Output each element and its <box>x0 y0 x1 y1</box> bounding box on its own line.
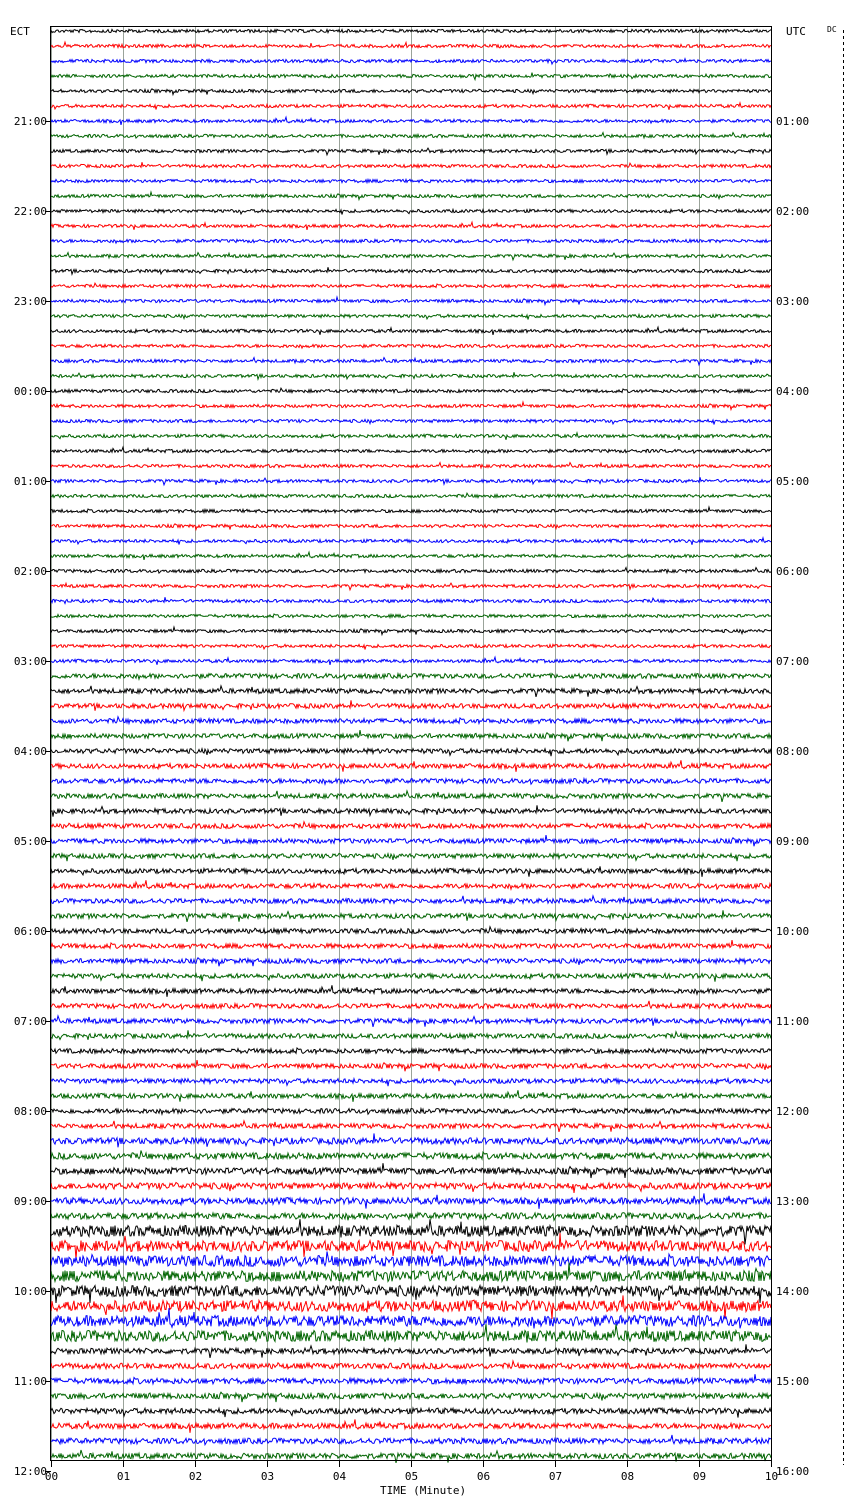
x-tick-label-00: 00 <box>44 1470 59 1483</box>
right-hour-label: 16:00 <box>776 1465 810 1478</box>
left-hour-label: 22:00 <box>13 205 47 218</box>
right-hour-label: 06:00 <box>776 565 810 578</box>
left-hour-label: 05:00 <box>13 835 47 848</box>
x-tick-label-10: 10 <box>764 1470 779 1483</box>
left-hour-label: 10:00 <box>13 1285 47 1298</box>
left-hour-label: 02:00 <box>13 565 47 578</box>
right-hour-label: 11:00 <box>776 1015 810 1028</box>
right-hour-label: 01:00 <box>776 115 810 128</box>
x-tick-label-08: 08 <box>620 1470 635 1483</box>
right-hour-label: 03:00 <box>776 295 810 308</box>
x-tick-label-07: 07 <box>548 1470 563 1483</box>
x-tick-label-02: 02 <box>188 1470 203 1483</box>
left-hour-label: 01:00 <box>13 475 47 488</box>
left-hour-label: 09:00 <box>13 1195 47 1208</box>
dc-label: DC <box>827 25 837 34</box>
left-hour-label: 07:00 <box>13 1015 47 1028</box>
left-hour-label: 21:00 <box>13 115 47 128</box>
left-hour-label: 04:00 <box>13 745 47 758</box>
x-axis-label: TIME (Minute) <box>380 1484 467 1497</box>
left-hour-label: 03:00 <box>13 655 47 668</box>
right-hour-label: 14:00 <box>776 1285 810 1298</box>
right-axis-label: UTC <box>786 25 806 38</box>
right-hour-label: 04:00 <box>776 385 810 398</box>
right-hour-label: 08:00 <box>776 745 810 758</box>
x-tick-label-01: 01 <box>116 1470 131 1483</box>
right-hour-label: 07:00 <box>776 655 810 668</box>
x-tick-label-03: 03 <box>260 1470 275 1483</box>
right-hour-label: 02:00 <box>776 205 810 218</box>
right-hour-label: 12:00 <box>776 1105 810 1118</box>
right-hour-label: 05:00 <box>776 475 810 488</box>
left-hour-label: 12:00 <box>13 1465 47 1478</box>
right-hour-label: 10:00 <box>776 925 810 938</box>
left-hour-label: 08:00 <box>13 1105 47 1118</box>
left-hour-label: 11:00 <box>13 1375 47 1388</box>
x-tick-label-06: 06 <box>476 1470 491 1483</box>
right-hour-label: 09:00 <box>776 835 810 848</box>
left-hour-label: 23:00 <box>13 295 47 308</box>
right-hour-label: 15:00 <box>776 1375 810 1388</box>
left-hour-label: 06:00 <box>13 925 47 938</box>
x-tick-label-09: 09 <box>692 1470 707 1483</box>
x-tick-label-04: 04 <box>332 1470 347 1483</box>
left-axis-label: ECT <box>10 25 30 38</box>
right-hour-label: 13:00 <box>776 1195 810 1208</box>
x-tick-label-05: 05 <box>404 1470 419 1483</box>
left-hour-label: 00:00 <box>13 385 47 398</box>
